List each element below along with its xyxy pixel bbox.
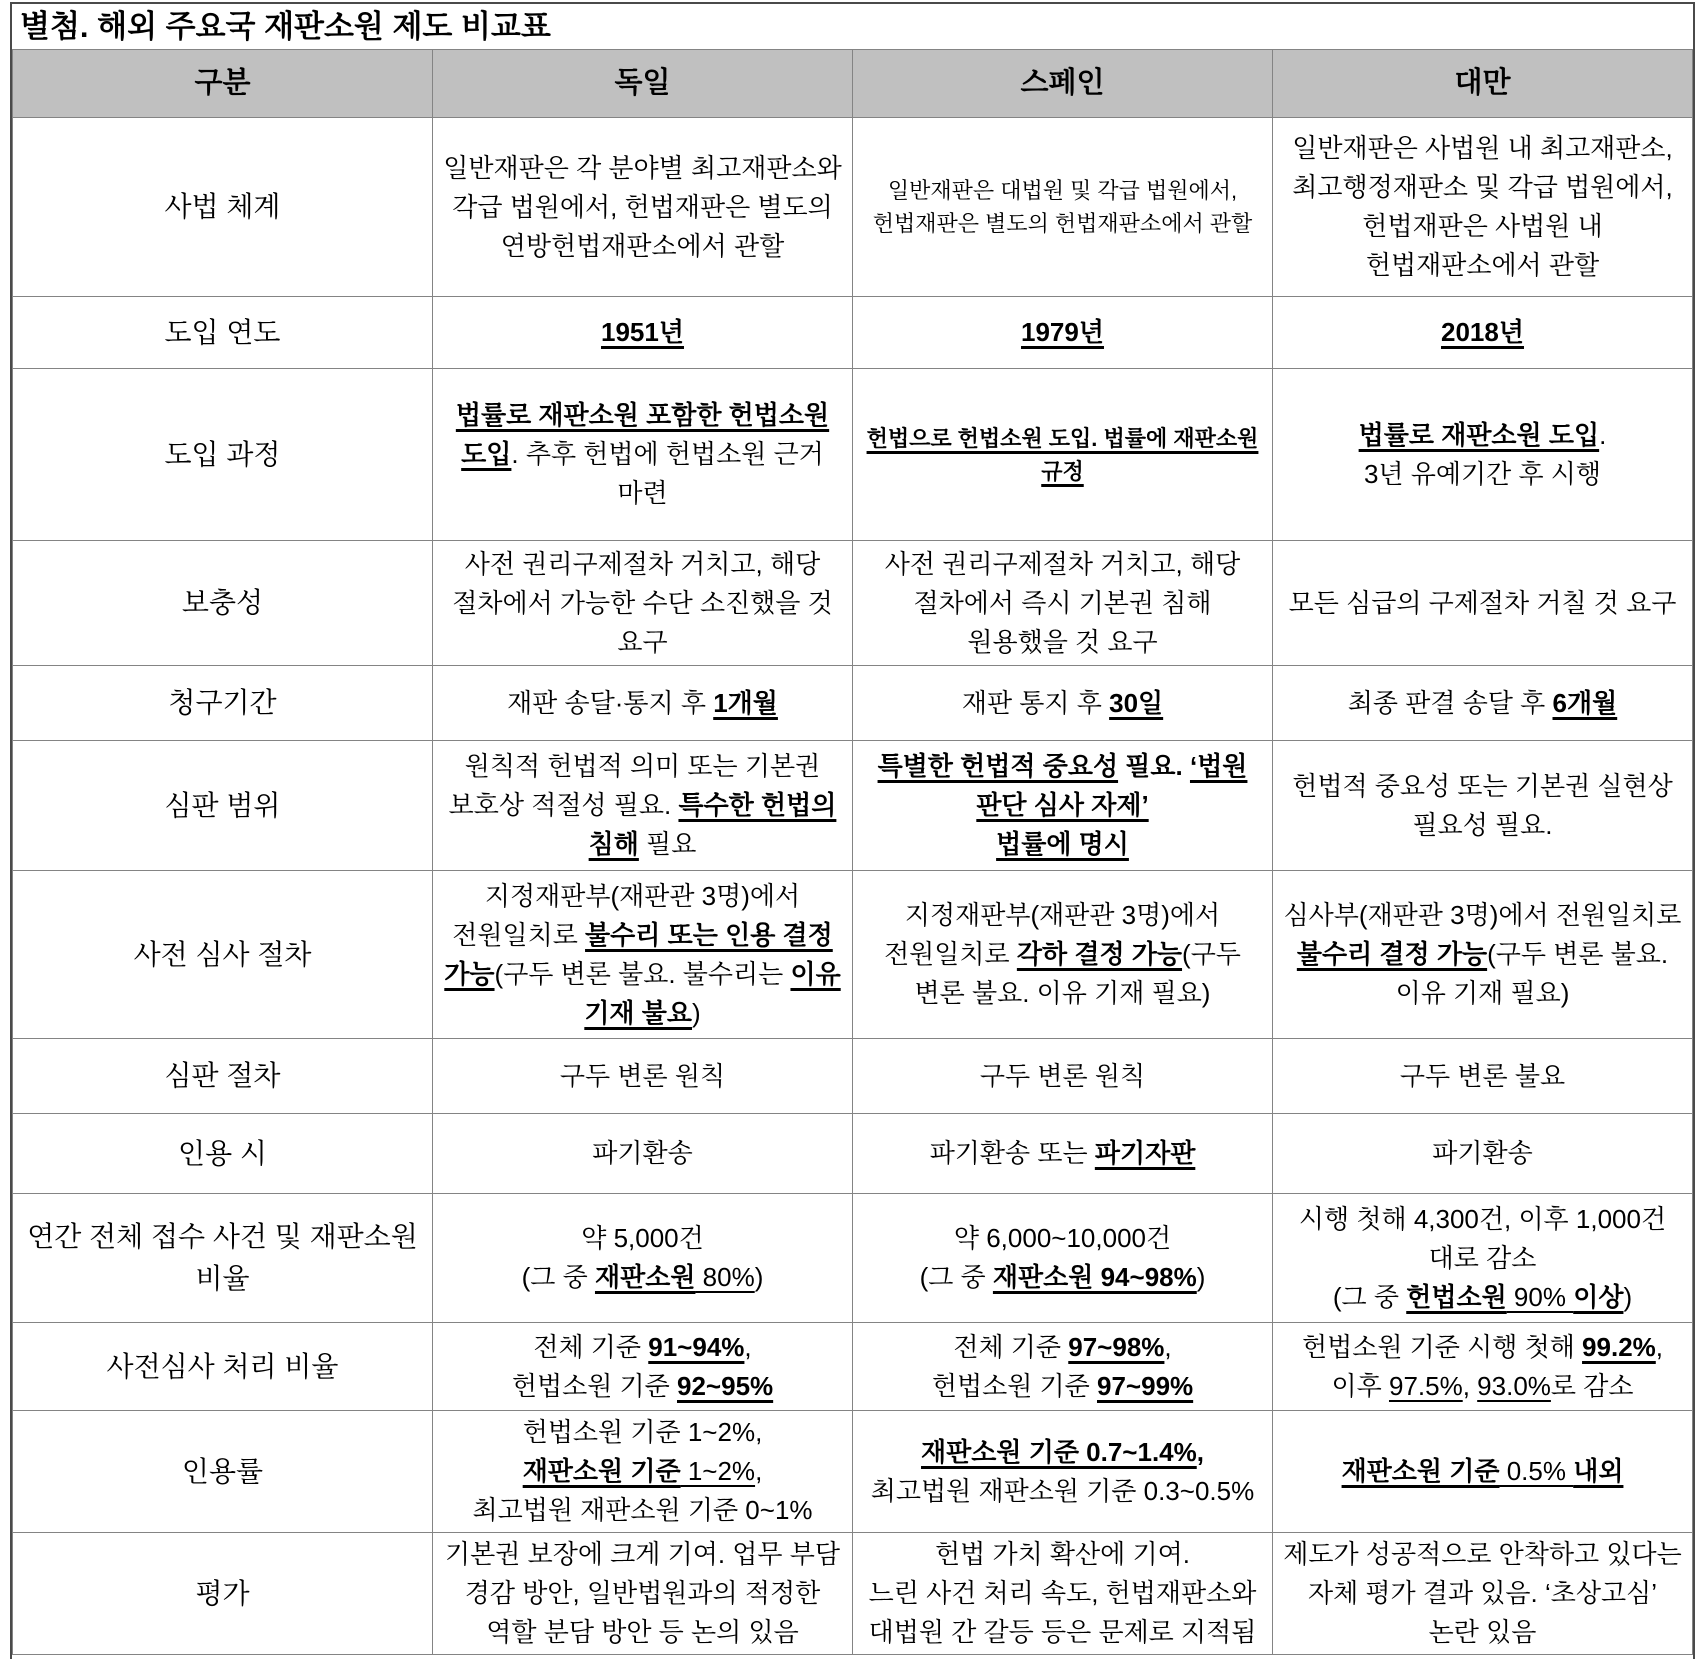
cell-text-segment: 모든 심급의 구제절차 거칠 것 요구 <box>1288 587 1677 618</box>
document-page <box>10 2 1695 1659</box>
column-header-germany: 독일 <box>433 50 853 118</box>
cell-text-segment: 재판소원 <box>594 1262 696 1292</box>
cell-text-segment: 6개월 <box>1552 687 1618 718</box>
cell-taiwan <box>1273 369 1693 541</box>
cell-text-segment: 헌법소원 <box>1406 1281 1507 1312</box>
cell-text-segment: 0.5% <box>1499 1456 1574 1486</box>
cell-text-segment: 재판 통지 후 <box>961 687 1110 718</box>
cell-text-segment: 파기자판 <box>1094 1138 1196 1168</box>
row-label: 보충성 <box>13 541 433 666</box>
cell-text-segment: 30일 <box>1109 687 1164 718</box>
cell-taiwan <box>1273 1533 1693 1655</box>
table-body <box>13 118 1693 1655</box>
cell-taiwan <box>1273 741 1693 871</box>
cell-text-segment: 구두 변론 원칙 <box>559 1060 726 1091</box>
cell-text-segment: 80% <box>695 1262 755 1292</box>
cell-text-segment: 필요. <box>1118 751 1190 781</box>
cell-text-segment: 파기환송 <box>592 1138 693 1168</box>
cell-germany <box>433 118 853 297</box>
cell-text-segment: 97~99% <box>1097 1370 1194 1401</box>
cell-text-segment: 3년 유예기간 후 시행 <box>1363 458 1602 489</box>
cell-text-segment: (그 중 <box>521 1262 595 1292</box>
cell-text-segment: 재판소원 기준 <box>522 1456 681 1486</box>
table-row <box>13 118 1693 297</box>
table-row <box>13 741 1693 871</box>
cell-text-segment: 사전 권리구제절차 거치고, 해당 절차에서 즉시 기본권 침해 원용했을 것 요구 <box>884 548 1241 657</box>
cell-spain <box>853 666 1273 741</box>
column-header-spain: 스페인 <box>853 50 1273 118</box>
cell-text-segment: 파기환송 또는 <box>929 1138 1095 1168</box>
cell-text-segment: 재판 송달·통지 후 <box>507 687 714 718</box>
cell-spain <box>853 741 1273 871</box>
cell-germany <box>433 1411 853 1533</box>
cell-text-segment: 구두 변론 원칙 <box>979 1060 1146 1091</box>
table-row <box>13 1323 1693 1411</box>
cell-text-segment: ) <box>754 1262 764 1292</box>
cell-text-segment: 전체 기준 <box>953 1331 1069 1362</box>
cell-text-segment: (구두 변론 불요. 불수리는 <box>494 958 791 989</box>
cell-text-segment: 특수한 헌법의 침해 <box>588 790 837 859</box>
cell-text-segment: 법률로 재판소원 포함한 헌법소원 도입 <box>455 400 830 469</box>
cell-text-segment: 최종 판결 송달 후 <box>1347 687 1553 718</box>
cell-text-segment: (그 중 <box>919 1262 993 1292</box>
cell-text-segment: 헌법소원 기준 1~2%, <box>522 1417 763 1447</box>
cell-text-segment: . <box>1599 419 1607 450</box>
cell-text-segment: 약 5,000건 <box>581 1223 704 1253</box>
cell-text-segment: 심사부(재판관 3명)에서 전원일치로 <box>1283 900 1682 930</box>
row-label: 사법 체계 <box>13 118 433 297</box>
cell-germany <box>433 1323 853 1411</box>
cell-text-segment: 법률로 재판소원 도입 <box>1358 419 1600 450</box>
cell-text-segment: ) <box>1623 1281 1633 1312</box>
row-label: 심판 범위 <box>13 741 433 871</box>
cell-text-segment: 재판소원 94~98% <box>992 1262 1197 1292</box>
cell-text-segment: 헌법소원 기준 <box>511 1370 677 1401</box>
cell-text-segment: 일반재판은 각 분야별 최고재판소와 각급 법원에서, 헌법재판은 별도의 연방헌법재판소에서 관할 <box>443 152 842 261</box>
table-row <box>13 541 1693 666</box>
cell-text-segment: 헌법 가치 확산에 기여. <box>935 1539 1190 1569</box>
cell-text-segment: 로 감소 <box>1550 1370 1634 1401</box>
cell-text-segment: 92~95% <box>677 1370 774 1401</box>
table-row <box>13 369 1693 541</box>
cell-germany <box>433 1114 853 1194</box>
cell-text-segment: . 추후 헌법에 헌법소원 근거 마련 <box>511 439 824 508</box>
cell-text-segment: , <box>1164 1331 1172 1362</box>
cell-text-segment: 불수리 결정 가능 <box>1296 939 1488 969</box>
cell-germany <box>433 1194 853 1323</box>
row-label: 연간 전체 접수 사건 및 재판소원 비율 <box>13 1194 433 1323</box>
cell-text-segment: , <box>744 1331 752 1362</box>
column-header-taiwan: 대만 <box>1273 50 1693 118</box>
cell-text-segment: 일반재판은 사법원 내 최고재판소, 최고행정재판소 및 각급 법원에서, 헌법재판은 사법원 내 헌법재판소에서 관할 <box>1292 133 1673 280</box>
column-header-category: 구분 <box>13 50 433 118</box>
cell-text-segment: 97.5% <box>1388 1370 1463 1401</box>
cell-text-segment: , <box>755 1456 763 1486</box>
cell-text-segment: , 이후 <box>1331 1331 1664 1401</box>
row-label: 평가 <box>13 1533 433 1655</box>
cell-text-segment: 이상 <box>1573 1281 1624 1312</box>
cell-text-segment: 헌법적 중요성 또는 기본권 실현상 필요성 필요. <box>1292 770 1673 840</box>
row-label: 인용률 <box>13 1411 433 1533</box>
cell-taiwan <box>1273 1194 1693 1323</box>
cell-text-segment: 지정재판부(재판관 3명)에서 전원일치로 <box>884 900 1221 969</box>
cell-text-segment: 재판소원 기준 <box>1341 1456 1500 1486</box>
cell-spain <box>853 297 1273 369</box>
row-label: 심판 절차 <box>13 1039 433 1114</box>
cell-germany <box>433 666 853 741</box>
cell-text-segment: 법률에 명시 <box>996 829 1129 859</box>
cell-text-segment: 제도가 성공적으로 안착하고 있다는 자체 평가 결과 있음. ‘초상고심’ 논란 있음 <box>1283 1539 1682 1647</box>
cell-text-segment: 전체 기준 <box>533 1331 649 1362</box>
cell-text-segment: 각하 결정 가능 <box>1016 939 1183 969</box>
cell-germany <box>433 1039 853 1114</box>
cell-spain <box>853 1323 1273 1411</box>
cell-text-segment: 기본권 보장에 크게 기여. 업무 부담 경감 방안, 일반법원과의 적정한 역할 분담 방안 등 논의 있음 <box>445 1539 840 1647</box>
cell-text-segment: 1951년 <box>601 317 684 347</box>
cell-text-segment: 1979년 <box>1021 317 1104 347</box>
cell-spain <box>853 1039 1273 1114</box>
cell-text-segment: 1개월 <box>713 687 778 718</box>
row-label: 도입 과정 <box>13 369 433 541</box>
cell-text-segment: 내외 <box>1573 1456 1624 1486</box>
cell-germany <box>433 1533 853 1655</box>
row-label: 인용 시 <box>13 1114 433 1194</box>
cell-text-segment: 불수리 또는 인용 결정 가능 <box>444 919 833 989</box>
cell-text-segment: 구두 변론 불요 <box>1399 1060 1566 1091</box>
cell-text-segment: 헌법으로 헌법소원 도입. 법률에 재판소원 규정 <box>866 425 1259 484</box>
cell-text-segment: ‘법원 판단 심사 자제’ <box>976 751 1248 820</box>
cell-text-segment: 헌법소원 기준 시행 첫해 <box>1301 1331 1583 1362</box>
cell-text-segment: 지정재판부(재판관 3명)에서 전원일치로 <box>452 880 801 950</box>
cell-text-segment: 필요 <box>638 829 697 859</box>
cell-text-segment: 약 6,000~10,000건 <box>953 1223 1172 1253</box>
cell-text-segment: 재판소원 기준 0.7~1.4% <box>921 1436 1197 1467</box>
cell-text-segment: 97~98% <box>1068 1331 1165 1362</box>
cell-taiwan <box>1273 297 1693 369</box>
cell-taiwan <box>1273 666 1693 741</box>
cell-text-segment: 원칙적 헌법적 의미 또는 기본권 보호상 적절성 필요. <box>448 751 821 820</box>
cell-text-segment: 90% <box>1506 1281 1574 1312</box>
cell-taiwan <box>1273 118 1693 297</box>
cell-germany <box>433 871 853 1039</box>
cell-spain <box>853 1411 1273 1533</box>
cell-germany <box>433 369 853 541</box>
cell-text-segment: 사전 권리구제절차 거치고, 해당 절차에서 가능한 수단 소진했을 것 요구 <box>452 548 833 657</box>
cell-text-segment: 파기환송 <box>1432 1138 1533 1168</box>
cell-text-segment: 1~2% <box>680 1456 756 1486</box>
cell-text-segment: , <box>1462 1370 1478 1401</box>
cell-text-segment: 헌법소원 기준 <box>931 1370 1097 1401</box>
cell-taiwan <box>1273 1411 1693 1533</box>
cell-taiwan <box>1273 1114 1693 1194</box>
cell-text-segment: 최고법원 재판소원 기준 0.3~0.5% <box>870 1475 1255 1506</box>
cell-taiwan <box>1273 871 1693 1039</box>
row-label: 도입 연도 <box>13 297 433 369</box>
cell-text-segment: ) <box>692 997 701 1028</box>
row-label: 사전심사 처리 비율 <box>13 1323 433 1411</box>
table-row <box>13 1114 1693 1194</box>
cell-taiwan <box>1273 541 1693 666</box>
cell-spain <box>853 871 1273 1039</box>
cell-germany <box>433 741 853 871</box>
cell-taiwan <box>1273 1323 1693 1411</box>
cell-text-segment: 91~94% <box>648 1331 745 1362</box>
cell-text-segment: 2018년 <box>1441 317 1524 347</box>
cell-spain <box>853 1533 1273 1655</box>
cell-spain <box>853 1194 1273 1323</box>
cell-text-segment: (그 중 <box>1332 1281 1407 1312</box>
cell-text-segment: (구두 변론 불요. 이유 기재 필요) <box>1395 939 1669 1008</box>
comparison-table <box>12 49 1693 1655</box>
table-row <box>13 871 1693 1039</box>
cell-text-segment: , <box>1196 1436 1204 1467</box>
table-row <box>13 297 1693 369</box>
cell-spain <box>853 118 1273 297</box>
row-label: 사전 심사 절차 <box>13 871 433 1039</box>
table-row <box>13 1194 1693 1323</box>
cell-text-segment: (구두 변론 불요. 이유 기재 필요) <box>914 939 1241 1008</box>
cell-text-segment: 93.0% <box>1477 1370 1551 1401</box>
table-row <box>13 1533 1693 1655</box>
cell-spain <box>853 1114 1273 1194</box>
cell-text-segment: 이유 기재 불요 <box>584 958 841 1028</box>
header-row <box>13 50 1693 118</box>
cell-germany <box>433 297 853 369</box>
row-label: 청구기간 <box>13 666 433 741</box>
cell-text-segment: ) <box>1196 1262 1206 1292</box>
cell-text-segment: 시행 첫해 4,300건, 이후 1,000건 대로 감소 <box>1298 1203 1667 1273</box>
cell-text-segment: 최고법원 재판소원 기준 0~1% <box>472 1495 813 1525</box>
cell-spain <box>853 369 1273 541</box>
cell-text-segment: 일반재판은 대법원 및 각급 법원에서, 헌법재판은 별도의 헌법재판소에서 관할 <box>872 178 1253 236</box>
cell-germany <box>433 541 853 666</box>
page-title: 별첨. 해외 주요국 재판소원 제도 비교표 <box>20 9 551 44</box>
cell-text-segment: 느린 사건 처리 속도, 헌법재판소와 대법원 간 갈등 등은 문제로 지적됨 <box>868 1578 1257 1647</box>
cell-taiwan <box>1273 1039 1693 1114</box>
table-row <box>13 1039 1693 1114</box>
cell-spain <box>853 541 1273 666</box>
cell-text-segment: 특별한 헌법적 중요성 <box>877 751 1119 781</box>
table-row <box>13 666 1693 741</box>
table-row <box>13 1411 1693 1533</box>
cell-text-segment: 99.2% <box>1582 1331 1656 1362</box>
